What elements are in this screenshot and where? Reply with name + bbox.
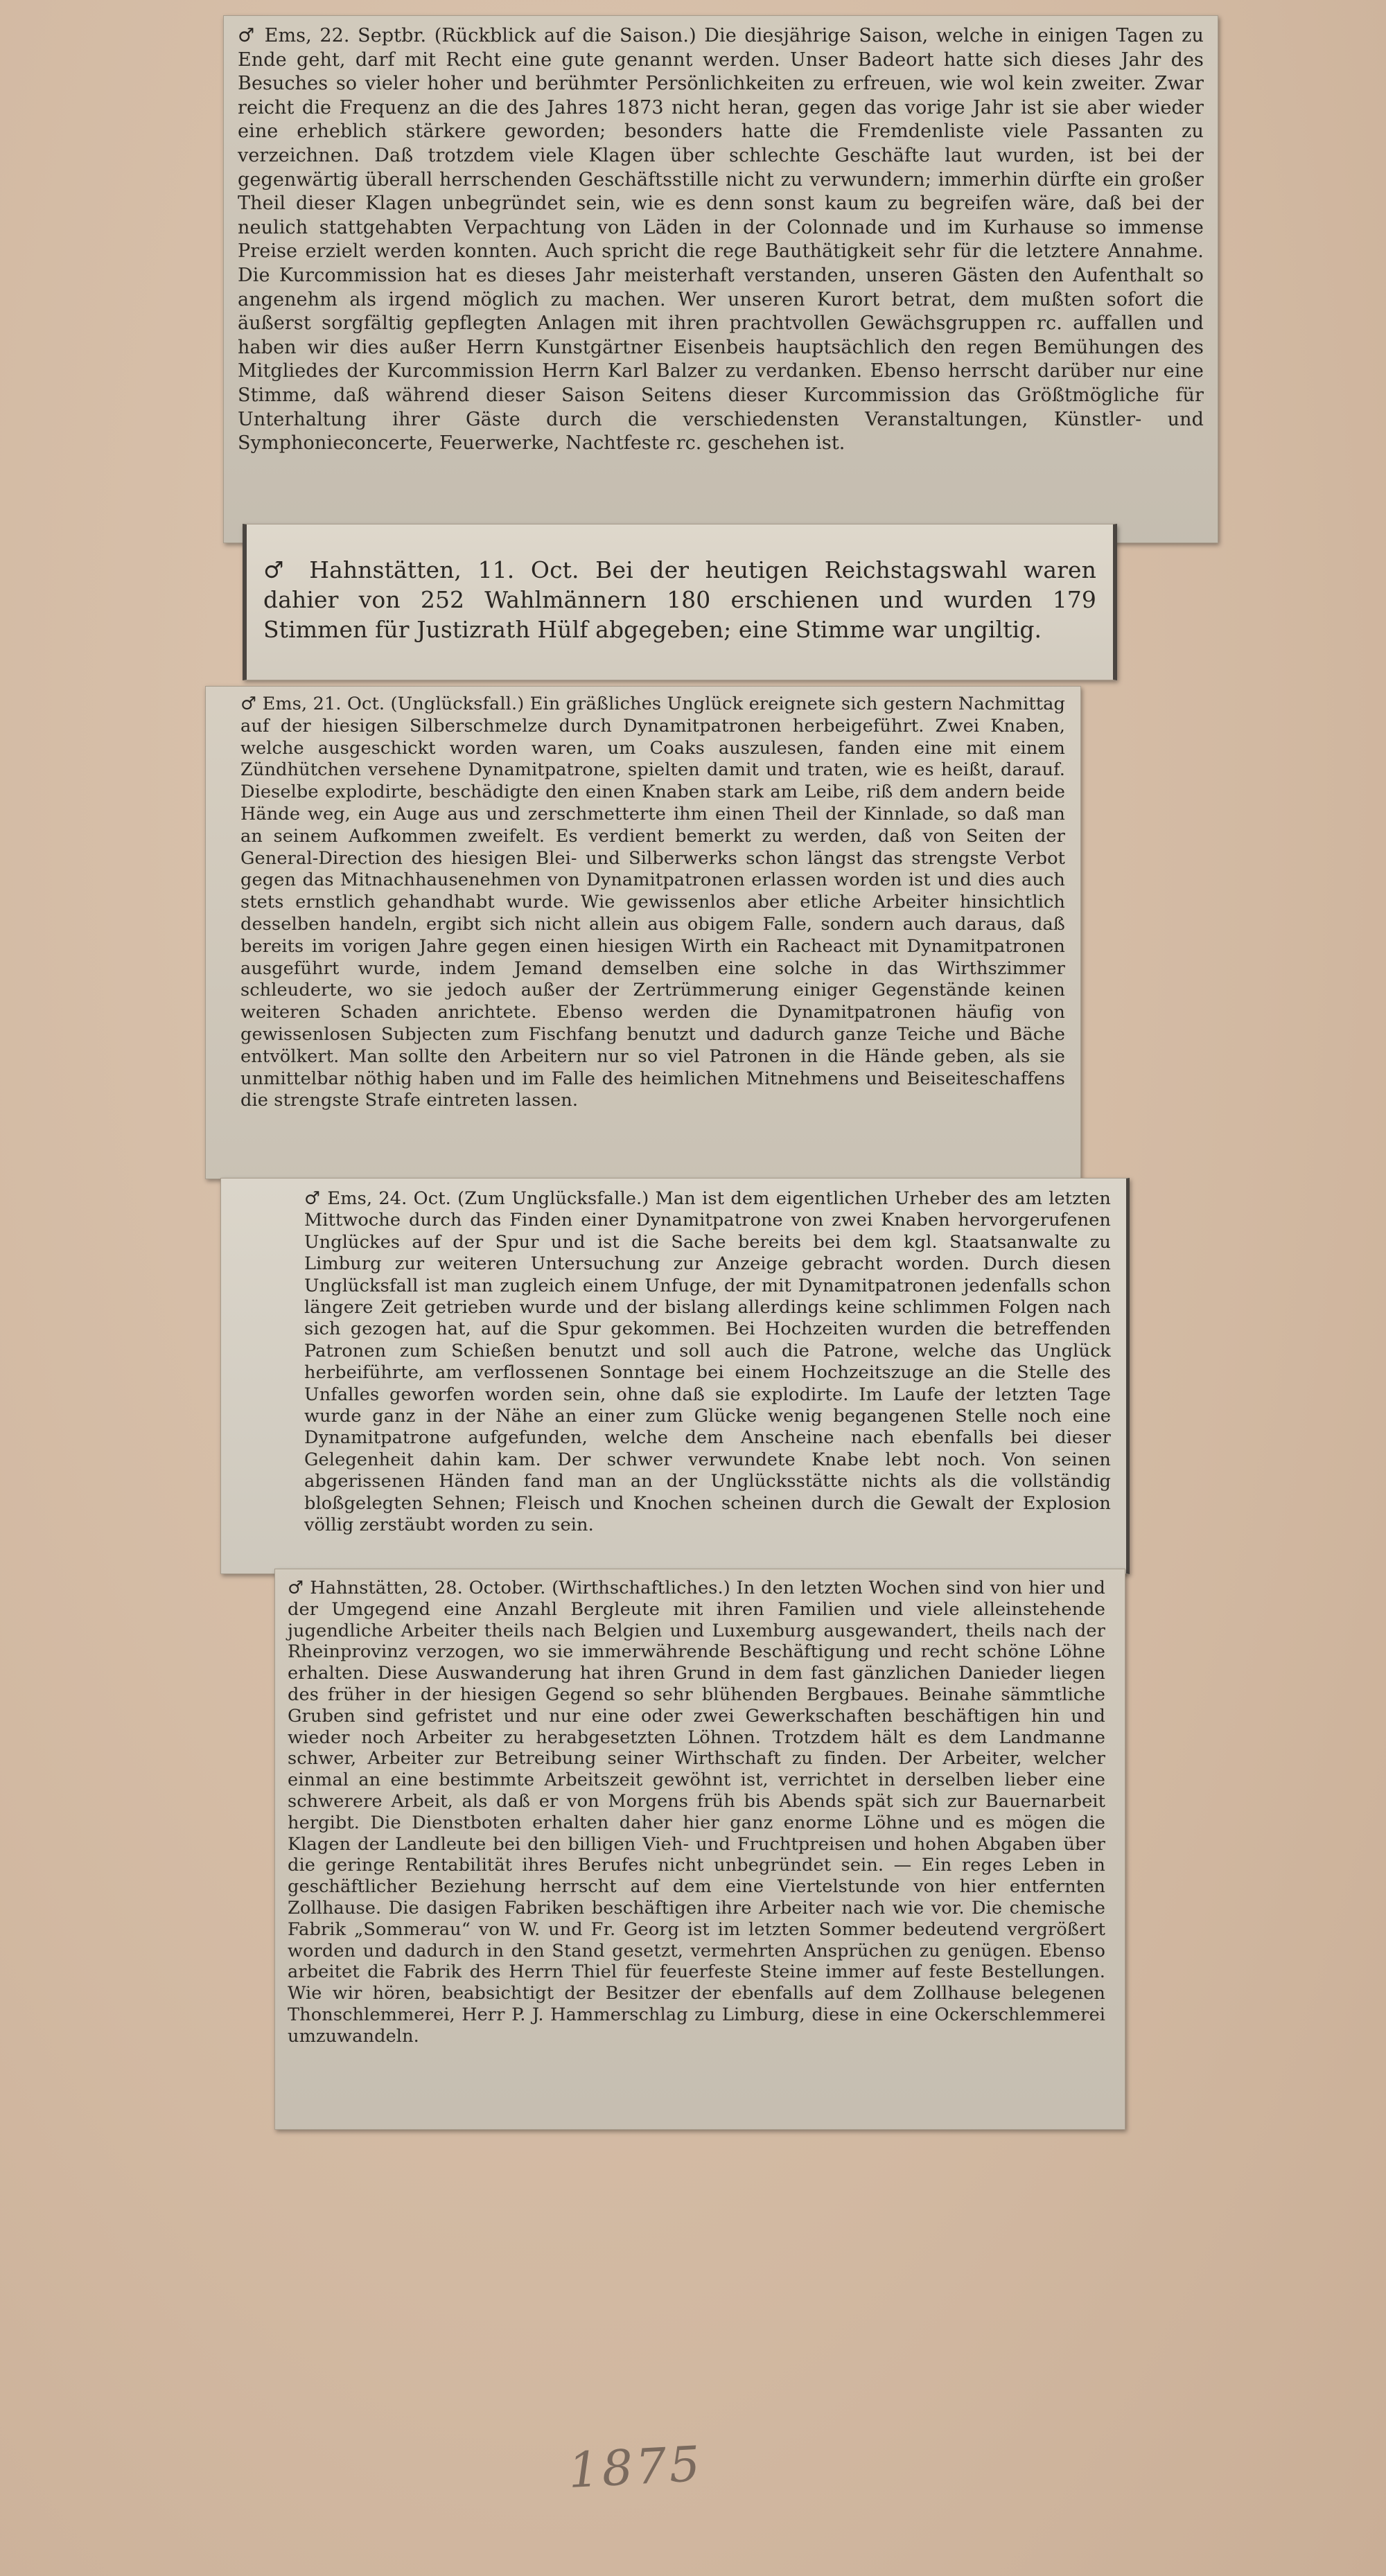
clipping-hahnstaetten-11-oct xyxy=(243,524,1117,680)
clipping-text: ♂ Hahnstätten, 11. Oct. Bei der heutigen Reichstagswahl waren dahier von 252 Wahlmännern 180 erschienen und wurden 179 Stimmen für Justizrath Hülf abgegeben; eine Stimme war ungiltig. xyxy=(263,556,1096,643)
clipping-text: ♂ Ems, 22. Septbr. (Rückblick auf die Saison.) Die diesjährige Saison, welche in einigen Tagen zu Ende geht, darf mit Recht eine gute genannt werden. Unser Badeort hatte sich dieses Jahr des Besuches so vieler hoher und berühmter Persönlichkeiten zu erfreuen, wie wol kein zweiter. Zwar reicht die Frequenz an die des Jahres 1873 nicht heran, gegen das vorige Jahr ist sie aber wieder eine erheblich stärkere geworden; besonders hatte die Fremdenliste viele Passanten zu verzeichnen. Daß trotzdem viele Klagen über schlechte Geschäfte laut wurden, ist bei der gegenwärtig überall herrschenden Geschäftsstille nicht zu verwundern; immerhin dürfte ein großer Theil dieser Klagen unbegründet sein, wie es denn sonst kaum zu begreifen wäre, daß bei der neulich stattgehabten Verpachtung von Läden in der Colonnade und im Kurhause so immense Preise erzielt werden konnten. Auch spricht die rege Bauthätigkeit sehr für die letztere Annahme. Die Kurcommission hat es dieses Jahr meisterhaft verstanden, unseren Gästen den Aufenthalt so angenehm als irgend möglich zu machen. Wer unseren Kurort betrat, dem mußten sofort die äußerst sorgfältig gepflegten Anlagen mit ihren prachtvollen Gewächsgruppen rc. auffallen und haben wir dies außer Herrn Kunstgärtner Eisenbeis hauptsächlich den regen Bemühungen des Mitgliedes der Kurcommission Herrn Karl Balzer zu verdanken. Ebenso herrscht darüber nur eine Stimme, daß während dieser Saison Seitens dieser Kurcommission das Größtmögliche für Unterhaltung ihrer Gäste durch die verschiedensten Veranstaltungen, Künstler- und Symphonieconcerte, Feuerwerke, Nachtfeste rc. geschehen ist. xyxy=(238,25,1204,455)
clipping-hahnstaetten-28-oct xyxy=(274,1569,1125,2130)
handwritten-year: 1875 xyxy=(566,2435,705,2500)
clipping-text: ♂ Hahnstätten, 28. October. (Wirthschaftliches.) In den letzten Wochen sind von hier und der Umgegend eine Anzahl Bergleute mit ihren Familien und viele alleinstehende jugendliche Arbeiter theils nach Belgien und Luxemburg ausgewandert, theils nach der Rheinprovinz verzogen, wo sie immerwährende Beschäftigung und recht schöne Löhne erhalten. Diese Auswanderung hat ihren Grund in dem fast gänzlichen Danieder liegen des früher in der hiesigen Gegend so sehr blühenden Bergbaues. Beinahe sämmtliche Gruben sind gefristet und nur eine oder zwei Gewerkschaften beschäftigen hin und wieder noch Arbeiter zu herabgesetzten Löhnen. Trotzdem hält es dem Landmanne schwer, Arbeiter zur Betreibung seiner Wirthschaft zu finden. Der Arbeiter, welcher einmal an eine bestimmte Arbeitszeit gewöhnt ist, verrichtet in derselben lieber eine schwerere Arbeit, als daß er von Morgens früh bis Abends spät sich zur Bauernarbeit hergibt. Die Dienstboten erhalten daher hier ganz enorme Löhne und es mögen die Klagen der Landleute bei den billigen Vieh- und Fruchtpreisen und hohen Abgaben über die geringe Rentabilität ihres Berufes nicht unbegründet sein. — Ein reges Leben in geschäftlicher Beziehung herrscht auf dem eine Viertelstunde von hier entfernten Zollhause. Die dasigen Fabriken beschäftigen ihre Arbeiter nach wie vor. Die chemische Fabrik „Sommerau“ von W. und Fr. Georg ist im letzten Sommer bedeutend vergrößert worden und dadurch in den Stand gesetzt, vermehrten Ansprüchen zu genügen. Ebenso arbeitet die Fabrik des Herrn Thiel für feuerfeste Steine immer auf feste Bestellungen. Wie wir hören, beabsichtigt der Besitzer der ebenfalls auf dem Zollhause belegenen Thonschlemmerei, Herr P. J. Hammerschlag zu Limburg, diese in eine Ockerschlemmerei umzuwandeln. xyxy=(288,1578,1105,2047)
clipping-ems-24-oct xyxy=(220,1178,1130,1574)
clipping-ems-22-sept xyxy=(223,15,1218,543)
clipping-text: ♂ Ems, 21. Oct. (Unglücksfall.) Ein gräßliches Unglück ereignete sich gestern Nachmittag auf der hiesigen Silberschmelze durch Dynamitpatronen herbeigeführt. Zwei Knaben, welche ausgeschickt worden waren, um Coaks auszulesen, fanden eine mit einem Zündhütchen versehene Dynamitpatrone, spielten damit und traten, wie es heißt, darauf. Dieselbe explodirte, beschädigte den einen Knaben stark am Leibe, riß dem andern beide Hände weg, ein Auge aus und zerschmetterte ihm einen Theil der Kinnlade, so daß man an seinem Aufkommen zweifelt. Es verdient bemerkt zu werden, daß von Seiten der General-Direction des hiesigen Blei- und Silberwerks schon längst das strengste Verbot gegen das Mitnachhausenehmen von Dynamitpatronen erlassen worden ist und dies auch stets ernstlich gehandhabt wurde. Wie gewissenlos aber etliche Arbeiter hinsichtlich desselben handeln, ergibt sich nicht allein aus obigem Falle, sondern auch daraus, daß bereits im vorigen Jahre gegen einen hiesigen Wirth ein Racheact mit Dynamitpatronen ausgeführt wurde, indem Jemand demselben eine solche in das Wirthszimmer schleuderte, wo sie jedoch außer der Zertrümmerung einiger Gegenstände keinen weiteren Schaden anrichtete. Ebenso werden die Dynamitpatronen häufig von gewissenlosen Subjecten zum Fischfang benutzt und dadurch ganze Teiche und Bäche entvölkert. Man sollte den Arbeitern nur so viel Patronen in die Hände geben, als sie unmittelbar nöthig haben und im Falle des heimlichen Mitnehmens und Beiseiteschaffens die strengste Strafe eintreten lassen. xyxy=(240,694,1065,1111)
clipping-ems-21-oct xyxy=(205,686,1081,1179)
clipping-text: ♂ Ems, 24. Oct. (Zum Unglücksfalle.) Man ist dem eigentlichen Urheber des am letzten Mittwoche durch das Finden einer Dynamitpatrone von zwei Knaben hervorgerufenen Unglückes auf der Spur und ist die Sache bereits bei dem kgl. Staatsanwalte zu Limburg zur weiteren Untersuchung zur Anzeige gebracht worden. Durch diesen Unglücksfall ist man zugleich einem Unfuge, der mit Dynamitpatronen jedenfalls schon längere Zeit getrieben wurde und der bislang allerdings keine schlimmen Folgen nach sich gezogen hat, auf die Spur gekommen. Bei Hochzeiten wurden die betreffenden Patronen zum Schießen benutzt und soll auch die Patrone, welche das Unglück herbeiführte, am verflossenen Sonntage bei einem Hochzeitszuge an die Stelle des Unfalles geworfen worden sein, ohne daß sie explodirte. Im Laufe der letzten Tage wurde ganz in der Nähe an einer zum Glücke wenig begangenen Stelle noch eine Dynamitpatrone aufgefunden, welche dem Anscheine nach ebenfalls bei dieser Gelegenheit dahin kam. Der schwer verwundete Knabe lebt noch. Von seinen abgerissenen Händen fand man an der Unglücksstätte nichts als die vollständig bloßgelegten Sehnen; Fleisch und Knochen scheinen durch die Gewalt der Explosion völlig zerstäubt worden zu sein. xyxy=(304,1188,1111,1536)
